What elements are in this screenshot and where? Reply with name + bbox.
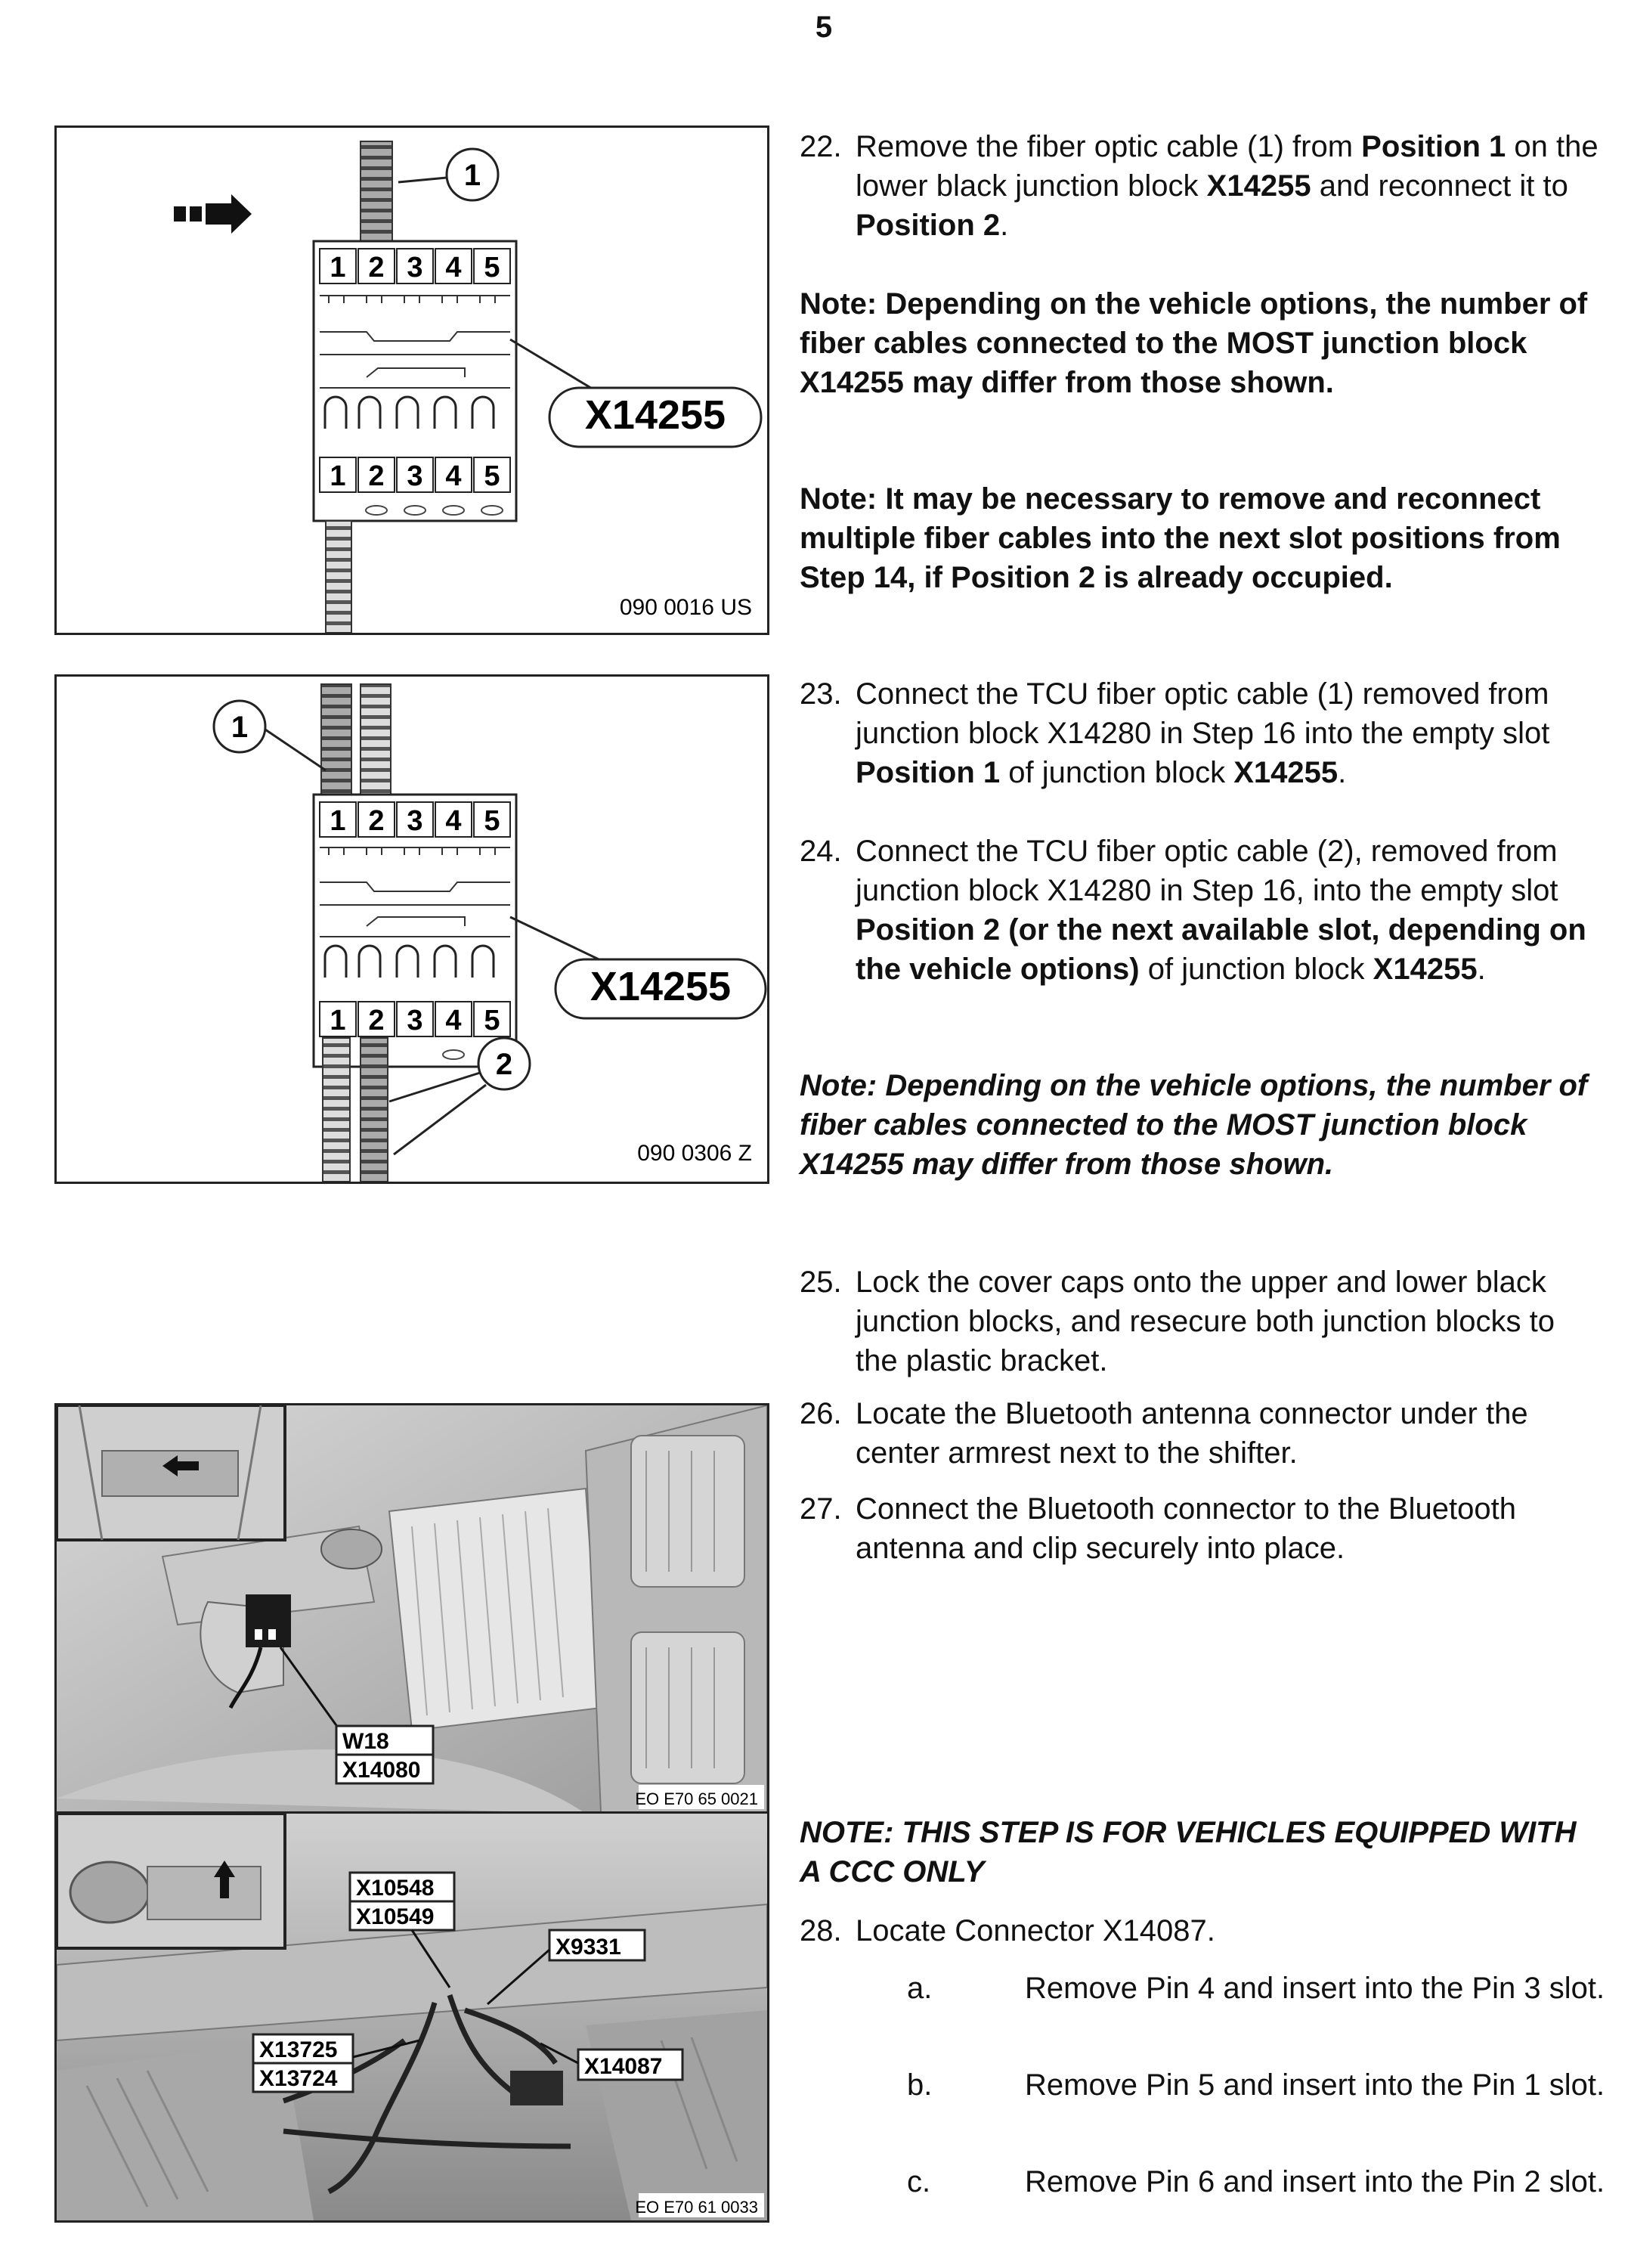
pin-bottom-5: 5: [484, 460, 500, 492]
substep-c: c. Remove Pin 6 and insert into the Pin 2 slot.: [907, 2165, 1605, 2198]
callout-1: 1: [463, 159, 481, 192]
junction-block-diagram-1: [57, 128, 767, 633]
label-w18: W18: [342, 1729, 389, 1754]
figure-junction-block-1: [54, 125, 769, 635]
figure-code: EO E70 61 0033: [635, 2198, 758, 2217]
pin-bottom-3: 3: [407, 460, 423, 492]
pin-bottom-2: 2: [368, 460, 385, 492]
substep-a: a. Remove Pin 4 and insert into the Pin 3 slot.: [907, 1972, 1605, 2005]
label-x10548: X10548: [356, 1876, 435, 1901]
note-fiber-cables: Note: Depending on the vehicle options, the number of fiber cables connected to the MOST junction block X14255 may differ from those shown.: [800, 287, 1588, 399]
step-25: 25. Lock the cover caps onto the upper and lower black junction blocks, and resecure both junction blocks to the plastic bracket.: [800, 1266, 1555, 1377]
pin-top-4: 4: [445, 805, 462, 837]
pin-top-4: 4: [445, 252, 462, 284]
figure-junction-block-2: [54, 674, 769, 1184]
junction-block-diagram-2: [57, 677, 767, 1182]
label-x9331: X9331: [556, 1935, 621, 1960]
note-fiber-cables-italic: Note: Depending on the vehicle options, the number of fiber cables connected to the MOST junction block X14255 may differ from those shown.: [800, 1069, 1588, 1181]
step-28: 28. Locate Connector X14087.: [800, 1914, 1215, 1947]
note-reconnect: Note: It may be necessary to remove and reconnect multiple fiber cables into the next slot positions from Step 14, if Position 2 is already occupied.: [800, 482, 1561, 594]
pin-bottom-2: 2: [368, 1005, 385, 1036]
pin-bottom-1: 1: [330, 460, 346, 492]
step-23: 23. Connect the TCU fiber optic cable (1) removed from junction block X14280 in Step 16 into the empty slot Position 1 of junction block X14255.: [800, 677, 1550, 789]
pin-top-5: 5: [484, 252, 500, 284]
substep-b: b. Remove Pin 5 and insert into the Pin 1 slot.: [907, 2068, 1605, 2102]
label-x13724: X13724: [259, 2066, 338, 2091]
page-number: 5: [815, 11, 833, 44]
label-x14080: X14080: [342, 1758, 421, 1783]
junction-block-label: X14255: [584, 392, 726, 438]
pin-top-1: 1: [330, 805, 346, 837]
label-x14087: X14087: [584, 2054, 663, 2079]
note-ccc-only: NOTE: THIS STEP IS FOR VEHICLES EQUIPPED WITH A CCC ONLY: [800, 1816, 1577, 1888]
pin-bottom-1: 1: [330, 1005, 346, 1036]
pin-bottom-4: 4: [445, 460, 462, 492]
figure-code: 090 0306 Z: [637, 1141, 752, 1166]
figure-code: 090 0016 US: [619, 595, 752, 620]
callout-1: 1: [231, 711, 249, 744]
pin-top-2: 2: [368, 805, 385, 837]
pin-top-2: 2: [368, 252, 385, 284]
label-x10549: X10549: [356, 1904, 435, 1929]
pin-top-3: 3: [407, 252, 423, 284]
label-x13725: X13725: [259, 2037, 338, 2062]
step-22: 22. Remove the fiber optic cable (1) from Position 1 on the lower black junction block X14255 and reconnect it to Position 2.: [800, 130, 1599, 242]
step-27: 27. Connect the Bluetooth connector to the Bluetooth antenna and clip securely into place.: [800, 1492, 1516, 1565]
pin-top-1: 1: [330, 252, 346, 284]
callout-2: 2: [495, 1048, 513, 1081]
pin-bottom-4: 4: [445, 1005, 462, 1036]
pin-top-5: 5: [484, 805, 500, 837]
figure-center-console: [54, 1403, 769, 1814]
figure-code: EO E70 65 0021: [635, 1789, 758, 1808]
step-24: 24. Connect the TCU fiber optic cable (2), removed from junction block X14280 in Step 16, into the empty slot Position 2 (or the next available slot, depending on the vehicle options) of junction block X14255.: [800, 835, 1586, 986]
pin-top-3: 3: [407, 805, 423, 837]
step-26: 26. Locate the Bluetooth antenna connector under the center armrest next to the shifter.: [800, 1397, 1528, 1470]
figure-dashboard-connectors: [54, 1811, 769, 2223]
center-console-photo: [57, 1405, 767, 1812]
pin-bottom-3: 3: [407, 1005, 423, 1036]
dashboard-connectors-photo: [57, 1814, 767, 2220]
junction-block-label: X14255: [590, 964, 732, 1009]
pin-bottom-5: 5: [484, 1005, 500, 1036]
